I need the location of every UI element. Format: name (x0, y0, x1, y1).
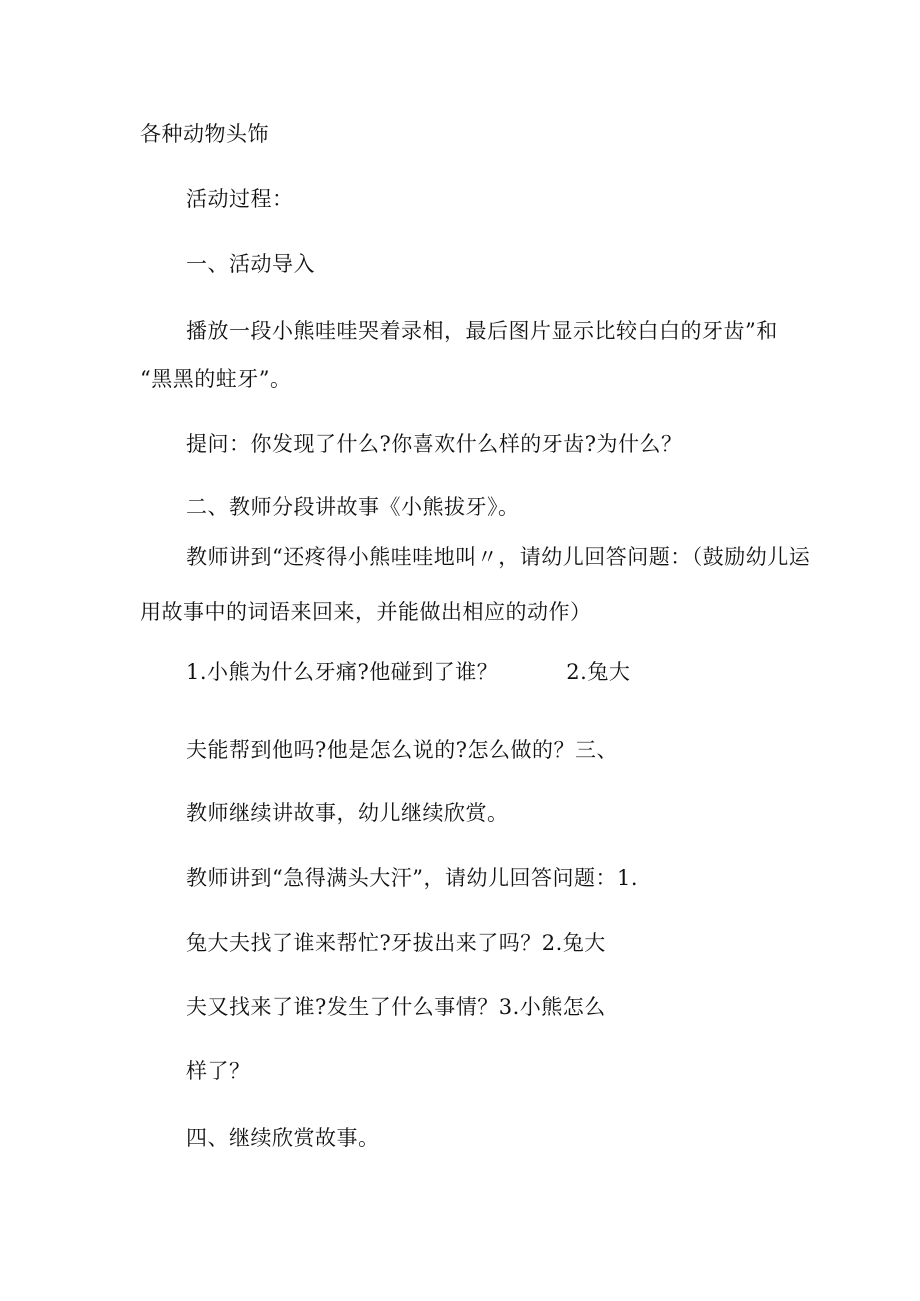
text-line-teacher-1: 教师讲到“还疼得小熊哇哇地叫〃，请幼儿回答问题：（鼓励幼儿运 (186, 545, 811, 569)
text-line-teacher-2: 用故事中的词语来回来，并能做出相应的动作） (140, 600, 592, 624)
text-line-teacher-3: 教师讲到“急得满头大汗”，请幼儿回答问题：1. (186, 866, 639, 890)
text-line-q1-q2 (186, 658, 630, 686)
text-line-questions-c: 样了？ (186, 1059, 251, 1083)
text-line-process-heading: 活动过程： (186, 187, 294, 211)
text-line-section-four: 四、继续欣赏故事。 (186, 1126, 380, 1150)
text-line-intro-2: “黑黑的蛀牙”。 (140, 367, 292, 391)
text-question-1: 1.小熊为什么牙痛?他碰到了谁？ (186, 660, 499, 684)
text-line-questions-b: 夫又找来了谁?发生了什么事情？3.小熊怎么 (186, 995, 606, 1019)
text-line-question: 提问：你发现了什么?你喜欢什么样的牙齿?为什么？ (186, 432, 683, 456)
text-line-q2-cont: 夫能帮到他吗?他是怎么说的?怎么做的？三、 (186, 738, 619, 762)
text-line-intro-1: 播放一段小熊哇哇哭着录相，最后图片显示比较白白的牙齿”和 (186, 319, 778, 343)
text-line-continue: 教师继续讲故事，幼儿继续欣赏。 (186, 801, 509, 825)
text-line-section-one: 一、活动导入 (186, 252, 315, 276)
text-line-questions-a: 兔大夫找了谁来帮忙?牙拔出来了吗？2.兔大 (186, 931, 606, 955)
text-line-materials: 各种动物头饰 (140, 122, 269, 146)
text-question-2-start: 2.兔大 (566, 660, 631, 684)
text-line-section-two: 二、教师分段讲故事《小熊拔牙》。 (186, 495, 520, 519)
